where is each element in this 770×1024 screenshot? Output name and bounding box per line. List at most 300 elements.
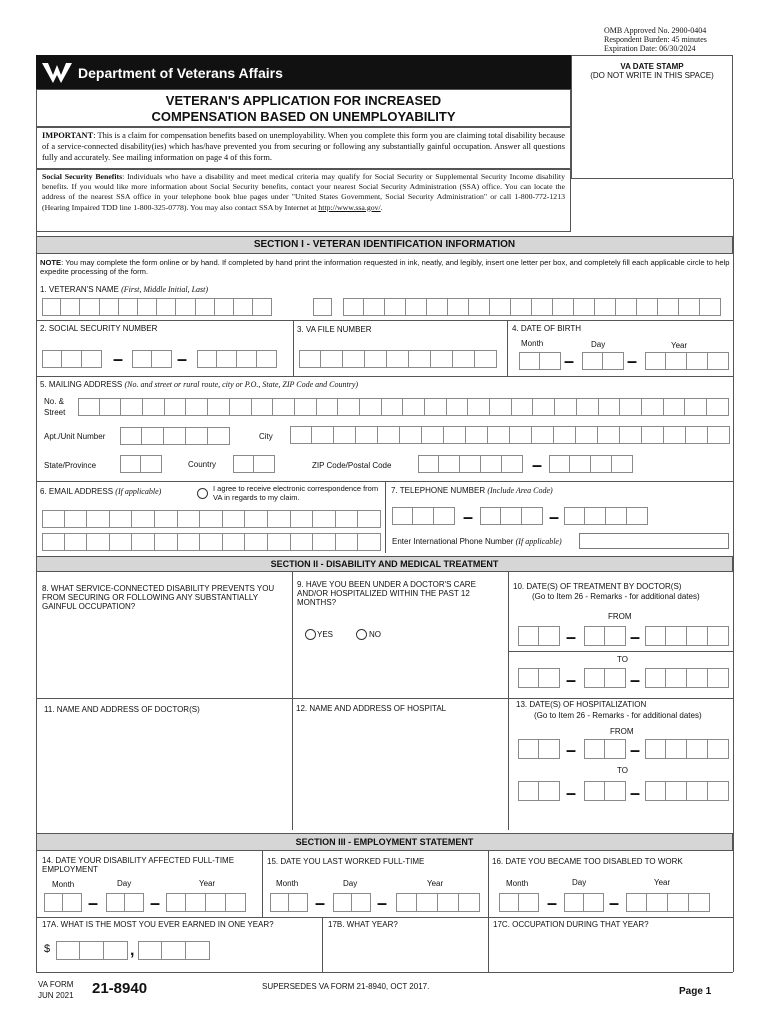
dob-day-input[interactable] [582,352,624,370]
char-cell[interactable] [584,668,605,688]
char-cell[interactable] [313,533,336,551]
char-cell[interactable] [685,398,707,416]
char-cell[interactable] [518,781,539,801]
char-cell[interactable] [291,533,314,551]
char-cell[interactable] [56,941,80,960]
char-cell[interactable] [708,668,729,688]
char-cell[interactable] [321,350,343,368]
q10-to-year[interactable] [645,668,729,688]
char-cell[interactable] [475,350,497,368]
char-cell[interactable] [687,626,708,646]
q15-year-input[interactable] [396,893,480,912]
char-cell[interactable] [605,781,626,801]
char-cell[interactable] [364,298,385,316]
char-cell[interactable] [230,398,252,416]
char-cell[interactable] [313,298,332,316]
char-cell[interactable] [100,298,119,316]
char-cell[interactable] [501,507,522,525]
char-cell[interactable] [708,426,730,444]
ssn-part2-input[interactable] [132,350,172,368]
char-cell[interactable] [645,668,666,688]
q10-from-month[interactable] [518,626,560,646]
char-cell[interactable] [679,298,700,316]
char-cell[interactable] [333,893,352,912]
char-cell[interactable] [599,398,621,416]
q15-day-input[interactable] [333,893,371,912]
divider-q17a [322,917,323,972]
char-cell[interactable] [400,426,422,444]
char-cell[interactable] [200,533,223,551]
char-cell[interactable] [444,426,466,444]
char-cell[interactable] [313,510,336,528]
char-cell[interactable] [268,510,291,528]
char-cell[interactable] [237,350,257,368]
char-cell[interactable] [132,510,155,528]
char-cell[interactable] [687,781,708,801]
char-cell[interactable] [42,533,65,551]
char-cell[interactable] [157,298,176,316]
char-cell[interactable] [142,427,164,445]
char-cell[interactable] [312,426,334,444]
char-cell[interactable] [564,893,584,912]
q13-from-day[interactable] [584,739,626,759]
char-cell[interactable] [382,398,404,416]
apt-input[interactable] [120,427,230,445]
char-cell[interactable] [499,893,519,912]
q13-to-month[interactable] [518,781,560,801]
char-cell[interactable] [65,533,88,551]
q10-to-day[interactable] [584,668,626,688]
char-cell[interactable] [658,298,679,316]
char-cell[interactable] [647,893,668,912]
char-cell[interactable] [687,668,708,688]
important-notice [36,127,571,169]
char-cell[interactable] [584,739,605,759]
char-cell[interactable] [162,941,186,960]
char-cell[interactable] [245,510,268,528]
earnings-comma: , [130,942,135,959]
char-cell[interactable] [273,398,295,416]
email-consent-radio[interactable] [197,488,208,499]
char-cell[interactable] [664,398,686,416]
char-cell[interactable] [598,426,620,444]
char-cell[interactable] [689,893,710,912]
char-cell[interactable] [480,507,501,525]
q13-to-day[interactable] [584,781,626,801]
char-cell[interactable] [686,426,708,444]
char-cell[interactable] [533,398,555,416]
char-cell[interactable] [585,507,606,525]
char-cell[interactable] [196,298,215,316]
char-cell[interactable] [343,298,364,316]
char-cell[interactable] [409,350,431,368]
char-cell[interactable] [488,426,510,444]
char-cell[interactable] [61,298,80,316]
char-cell[interactable] [358,510,381,528]
char-cell[interactable] [197,350,217,368]
q10-from-day[interactable] [584,626,626,646]
no-radio[interactable] [356,629,367,640]
first-name-input[interactable] [42,298,272,316]
char-cell[interactable] [253,298,272,316]
char-cell[interactable] [104,941,128,960]
char-cell[interactable] [403,398,425,416]
char-cell[interactable] [642,398,664,416]
char-cell[interactable] [431,350,453,368]
char-cell[interactable] [666,352,687,370]
char-cell[interactable] [291,510,314,528]
char-cell[interactable] [427,298,448,316]
char-cell[interactable] [65,510,88,528]
char-cell[interactable] [299,350,321,368]
char-cell[interactable] [155,510,178,528]
char-cell[interactable] [519,352,540,370]
yes-label: YES [317,630,334,639]
char-cell[interactable] [165,398,187,416]
street-input[interactable] [78,398,729,416]
char-cell[interactable] [392,507,413,525]
char-cell[interactable] [110,510,133,528]
char-cell[interactable] [459,893,480,912]
char-cell[interactable] [233,455,254,473]
char-cell[interactable] [417,893,438,912]
char-cell[interactable] [518,739,539,759]
char-cell[interactable] [539,668,560,688]
char-cell[interactable] [708,352,729,370]
char-cell[interactable] [620,398,642,416]
char-cell[interactable] [186,893,206,912]
char-cell[interactable] [502,455,523,473]
q13-from-month[interactable] [518,739,560,759]
char-cell[interactable] [206,893,226,912]
char-cell[interactable] [121,398,143,416]
char-cell[interactable] [539,626,560,646]
char-cell[interactable] [511,298,532,316]
email-input-line2[interactable] [42,533,381,551]
char-cell[interactable] [186,398,208,416]
char-cell[interactable] [616,298,637,316]
char-cell[interactable] [217,350,237,368]
char-cell[interactable] [708,739,729,759]
char-cell[interactable] [87,533,110,551]
char-cell[interactable] [422,426,444,444]
dob-year-input[interactable] [645,352,729,370]
char-cell[interactable] [666,668,687,688]
char-cell[interactable] [645,626,666,646]
char-cell[interactable] [522,507,543,525]
char-cell[interactable] [78,398,100,416]
state-input[interactable] [120,455,162,473]
char-cell[interactable] [215,298,234,316]
char-cell[interactable] [270,893,289,912]
q14-day-input[interactable] [106,893,144,912]
char-cell[interactable] [200,510,223,528]
char-cell[interactable] [317,398,339,416]
char-cell[interactable] [365,350,387,368]
char-cell[interactable] [612,455,633,473]
char-cell[interactable] [106,893,125,912]
char-cell[interactable] [645,739,666,759]
char-cell[interactable] [469,298,490,316]
char-cell[interactable] [63,893,82,912]
char-cell[interactable] [120,455,141,473]
zip-input[interactable] [418,455,523,473]
phone-dash-2: – [549,507,560,527]
country-input[interactable] [233,455,275,473]
char-cell[interactable] [132,350,152,368]
char-cell[interactable] [42,510,65,528]
char-cell[interactable] [707,398,729,416]
char-cell[interactable] [666,626,687,646]
char-cell[interactable] [540,352,561,370]
divider-q14 [262,851,263,917]
char-cell[interactable] [434,507,455,525]
char-cell[interactable] [164,427,186,445]
char-cell[interactable] [356,426,378,444]
respondent-burden: Respondent Burden: 45 minutes [604,35,707,44]
char-cell[interactable] [519,893,539,912]
char-cell[interactable] [176,298,195,316]
char-cell[interactable] [186,941,210,960]
char-cell[interactable] [62,350,82,368]
ssa-link[interactable]: http://www.ssa.gov/ [318,202,381,212]
char-cell[interactable] [595,298,616,316]
char-cell[interactable] [223,533,246,551]
char-cell[interactable] [343,350,365,368]
char-cell[interactable] [42,298,61,316]
char-cell[interactable] [208,398,230,416]
char-cell[interactable] [336,510,359,528]
q10-to-month[interactable] [518,668,560,688]
char-cell[interactable] [708,781,729,801]
char-cell[interactable] [570,455,591,473]
char-cell[interactable] [605,668,626,688]
omb-number: OMB Approved No. 2900-0404 [604,26,707,35]
char-cell[interactable] [637,298,658,316]
char-cell[interactable] [425,398,447,416]
char-cell[interactable] [44,893,63,912]
char-cell[interactable] [642,426,664,444]
char-cell[interactable] [387,350,409,368]
char-cell[interactable] [666,739,687,759]
dob-year-label: Year [671,341,688,350]
ss-text: : Individuals who have a disability and meet medical criteria may qualify for Social Security or Supplemental Security Income disability benefits. If you would like more information about Social Security benefits, contact your nearest Social Security Administration (SSA) office. You can locate the address of the nearest SSA office in your telephone book blue pages under "United States Government, Social Security Administration" or call 1-800-772-1213 (Hearing Impaired TDD line 1-800-325-0778). You may also contact SSA by Internet at [42,172,565,212]
q14-dash-2: – [150,893,161,913]
char-cell[interactable] [687,352,708,370]
char-cell[interactable] [132,533,155,551]
q13-to-label: TO [617,766,628,775]
char-cell[interactable] [584,626,605,646]
char-cell[interactable] [606,507,627,525]
char-cell[interactable] [42,350,62,368]
char-cell[interactable] [289,893,308,912]
char-cell[interactable] [553,298,574,316]
char-cell[interactable] [481,455,502,473]
char-cell[interactable] [645,781,666,801]
frame-left [36,232,37,972]
char-cell[interactable] [453,350,475,368]
char-cell[interactable] [396,893,417,912]
char-cell[interactable] [254,455,275,473]
char-cell[interactable] [708,626,729,646]
char-cell[interactable] [138,941,162,960]
char-cell[interactable] [100,398,122,416]
q10-to-dash-2: – [630,670,641,690]
char-cell[interactable] [406,298,427,316]
q10-sub: (Go to Item 26 - Remarks - for additional dates) [532,592,700,601]
char-cell[interactable] [626,893,647,912]
char-cell[interactable] [564,507,585,525]
char-cell[interactable] [627,507,648,525]
char-cell[interactable] [87,510,110,528]
char-cell[interactable] [208,427,230,445]
q16-year-input[interactable] [626,893,710,912]
char-cell[interactable] [143,398,165,416]
q16-day-input[interactable] [564,893,604,912]
char-cell[interactable] [447,398,469,416]
char-cell[interactable] [234,298,253,316]
q16-month-input[interactable] [499,893,539,912]
char-cell[interactable] [178,510,201,528]
char-cell[interactable] [539,739,560,759]
char-cell[interactable] [360,398,382,416]
char-cell[interactable] [186,427,208,445]
char-cell[interactable] [549,455,570,473]
char-cell[interactable] [574,298,595,316]
char-cell[interactable] [510,426,532,444]
char-cell[interactable] [605,626,626,646]
dob-month-input[interactable] [519,352,561,370]
q13-from-year[interactable] [645,739,729,759]
char-cell[interactable] [125,893,144,912]
city-input[interactable] [290,426,730,444]
char-cell[interactable] [668,893,689,912]
char-cell[interactable] [554,426,576,444]
char-cell[interactable] [664,426,686,444]
phone-area-input[interactable] [392,507,455,525]
char-cell[interactable] [490,298,511,316]
char-cell[interactable] [352,893,371,912]
char-cell[interactable] [336,533,359,551]
footer-date: JUN 2021 [38,991,74,1000]
phone-line-input[interactable] [564,507,648,525]
char-cell[interactable] [138,298,157,316]
earnings-thousands-input[interactable] [56,941,128,960]
q16-day-label: Day [572,878,587,887]
char-cell[interactable] [448,298,469,316]
char-cell[interactable] [512,398,534,416]
char-cell[interactable] [687,739,708,759]
char-cell[interactable] [418,455,439,473]
char-cell[interactable] [80,298,99,316]
char-cell[interactable] [141,455,162,473]
char-cell[interactable] [155,533,178,551]
char-cell[interactable] [468,398,490,416]
q14-year-input[interactable] [166,893,246,912]
char-cell[interactable] [576,426,598,444]
va-file-number-input[interactable] [299,350,497,368]
phone-prefix-input[interactable] [480,507,543,525]
middle-initial-input[interactable] [313,298,332,316]
char-cell[interactable] [385,298,406,316]
char-cell[interactable] [603,352,624,370]
char-cell[interactable] [257,350,277,368]
char-cell[interactable] [110,533,133,551]
char-cell[interactable] [80,941,104,960]
char-cell[interactable] [413,507,434,525]
char-cell[interactable] [438,893,459,912]
char-cell[interactable] [439,455,460,473]
char-cell[interactable] [555,398,577,416]
char-cell[interactable] [223,510,246,528]
ssn-part3-input[interactable] [197,350,277,368]
char-cell[interactable] [290,426,312,444]
section1-note [40,258,730,276]
q10-from-year[interactable] [645,626,729,646]
char-cell[interactable] [119,298,138,316]
char-cell[interactable] [338,398,360,416]
char-cell[interactable] [226,893,246,912]
q10-mid-line [508,651,733,652]
earnings-hundreds-input[interactable] [138,941,210,960]
char-cell[interactable] [334,426,356,444]
ssn-part1-input[interactable] [42,350,102,368]
char-cell[interactable] [152,350,172,368]
char-cell[interactable] [620,426,642,444]
q8-label: 8. WHAT SERVICE-CONNECTED DISABILITY PREVENTS YOU FROM SECURING OR FOLLOWING ANY SUBSTANTIALLY GAINFUL OCCUPATION? [42,584,275,611]
char-cell[interactable] [460,455,481,473]
char-cell[interactable] [178,533,201,551]
char-cell[interactable] [532,298,553,316]
char-cell[interactable] [518,626,539,646]
email-input-line1[interactable] [42,510,381,528]
char-cell[interactable] [120,427,142,445]
char-cell[interactable] [577,398,599,416]
intl-phone-input[interactable] [579,533,729,549]
char-cell[interactable] [539,781,560,801]
char-cell[interactable] [166,893,186,912]
char-cell[interactable] [605,739,626,759]
char-cell[interactable] [518,668,539,688]
char-cell[interactable] [666,781,687,801]
char-cell[interactable] [358,533,381,551]
char-cell[interactable] [82,350,102,368]
q13-label: 13. DATE(S) OF HOSPITALIZATION [516,700,647,709]
char-cell[interactable] [532,426,554,444]
last-name-input[interactable] [343,298,721,316]
q13-from-label: FROM [610,727,634,736]
zip4-input[interactable] [549,455,633,473]
char-cell[interactable] [584,893,604,912]
char-cell[interactable] [584,781,605,801]
char-cell[interactable] [268,533,291,551]
char-cell[interactable] [645,352,666,370]
q15-month-input[interactable] [270,893,308,912]
q14-month-input[interactable] [44,893,82,912]
char-cell[interactable] [700,298,721,316]
char-cell[interactable] [295,398,317,416]
char-cell[interactable] [245,533,268,551]
char-cell[interactable] [252,398,274,416]
yes-radio[interactable] [305,629,316,640]
char-cell[interactable] [591,455,612,473]
q13-to-year[interactable] [645,781,729,801]
char-cell[interactable] [466,426,488,444]
char-cell[interactable] [490,398,512,416]
dob-label: 4. DATE OF BIRTH [512,324,582,333]
char-cell[interactable] [378,426,400,444]
char-cell[interactable] [582,352,603,370]
